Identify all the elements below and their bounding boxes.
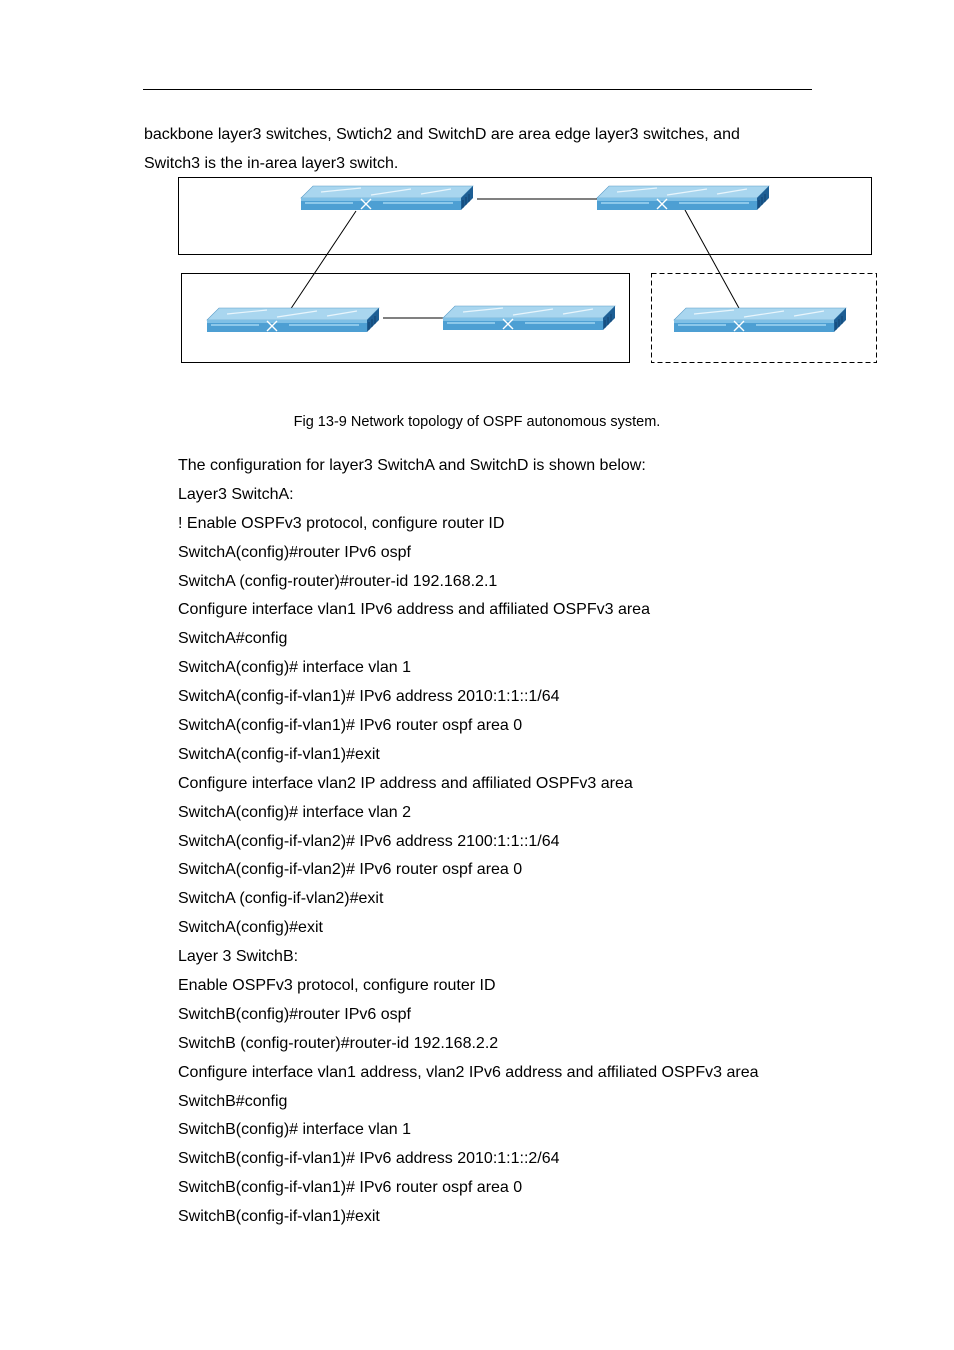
config-line: SwitchB(config-if-vlan1)#exit	[178, 1208, 380, 1226]
config-line: Configure interface vlan1 address, vlan2 IPv6 address and affiliated OSPFv3 area	[178, 1063, 759, 1081]
config-line: SwitchA (config-router)#router-id 192.168.2.1	[178, 572, 498, 590]
config-line: ! Enable OSPFv3 protocol, configure router ID	[178, 514, 505, 532]
ospf-topology-figure	[0, 0, 954, 400]
config-line: SwitchA#config	[178, 630, 288, 648]
config-line: SwitchB(config-if-vlan1)# IPv6 address 2010:1:1::2/64	[178, 1150, 560, 1168]
config-line: Configure interface vlan1 IPv6 address and affiliated OSPFv3 area	[178, 601, 650, 619]
link-a-c	[290, 211, 356, 310]
config-line: Configure interface vlan2 IP address and affiliated OSPFv3 area	[178, 774, 633, 792]
config-line: SwitchB(config)# interface vlan 1	[178, 1121, 411, 1139]
layer3-switch-icon	[207, 308, 379, 332]
config-line: Enable OSPFv3 protocol, configure router ID	[178, 977, 496, 995]
config-line: SwitchA(config)# interface vlan 1	[178, 659, 411, 677]
layer3-switch-icon	[674, 308, 846, 332]
config-line: SwitchA (config-if-vlan2)#exit	[178, 890, 384, 908]
link-b-d	[685, 210, 740, 310]
config-line: SwitchA(config-if-vlan1)# IPv6 address 2010:1:1::1/64	[178, 688, 560, 706]
config-line: Layer 3 SwitchB:	[178, 948, 299, 966]
figure-caption: Fig 13-9 Network topology of OSPF autonomous system.	[293, 414, 661, 430]
config-line: SwitchB#config	[178, 1092, 288, 1110]
layer3-switch-icon	[443, 306, 615, 330]
config-line: SwitchA(config-if-vlan1)# IPv6 router ospf area 0	[178, 717, 523, 735]
intro-line-1: backbone layer3 switches, Swtich2 and SwitchD are area edge layer3 switches, and	[144, 126, 740, 143]
config-line: SwitchA(config-if-vlan2)# IPv6 address 2100:1:1::1/64	[178, 832, 560, 850]
config-line: SwitchA(config-if-vlan1)#exit	[178, 745, 380, 763]
layer3-switch-icon	[597, 186, 769, 210]
config-line: Layer3 SwitchA:	[178, 485, 294, 503]
config-line: SwitchA(config)#router IPv6 ospf	[178, 543, 411, 561]
config-line: SwitchA(config-if-vlan2)# IPv6 router ospf area 0	[178, 861, 523, 879]
config-line: The configuration for layer3 SwitchA and SwitchD is shown below:	[178, 457, 646, 474]
config-line: SwitchB(config-if-vlan1)# IPv6 router ospf area 0	[178, 1179, 523, 1197]
config-listing	[178, 452, 758, 1232]
config-line: SwitchB (config-router)#router-id 192.168.2.2	[178, 1034, 499, 1052]
config-line: SwitchA(config)# interface vlan 2	[178, 803, 411, 821]
config-line: SwitchB(config)#router IPv6 ospf	[178, 1005, 411, 1023]
config-line: SwitchA(config)#exit	[178, 919, 323, 937]
intro-line-2: Switch3 is the in-area layer3 switch.	[144, 155, 399, 172]
layer3-switch-icon	[301, 186, 473, 210]
